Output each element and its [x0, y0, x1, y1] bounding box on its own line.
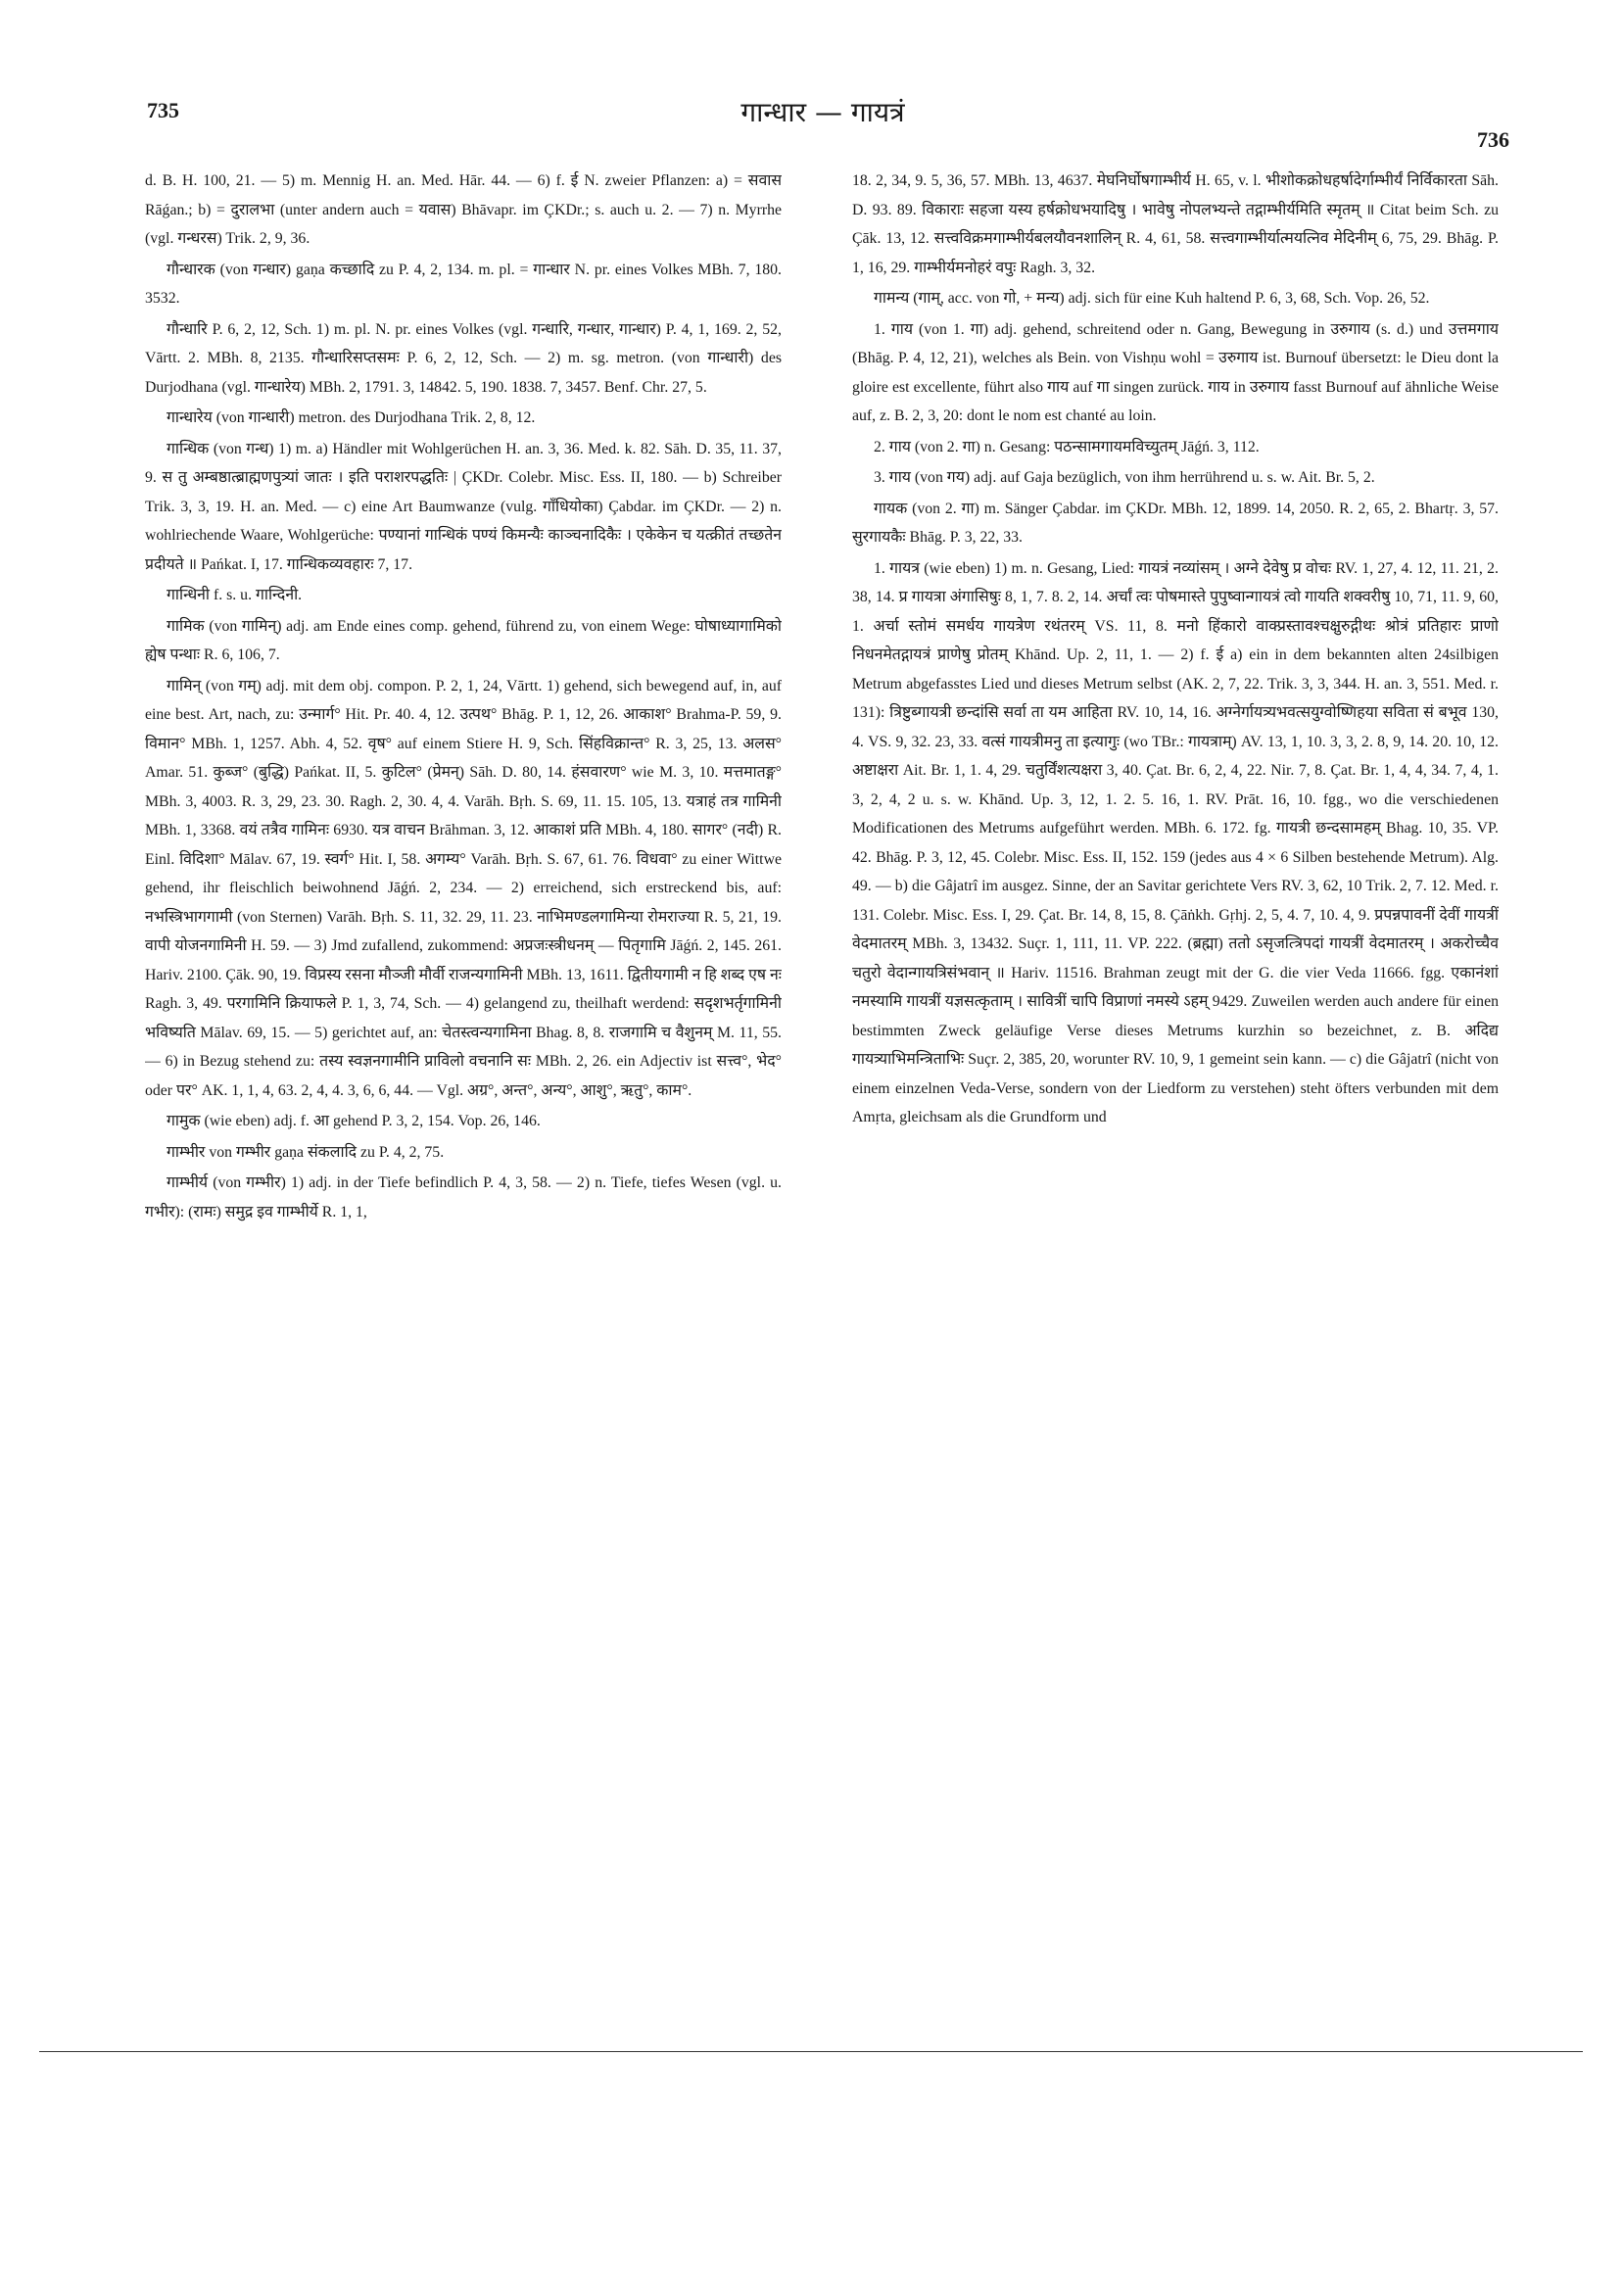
dictionary-entry: गायक (von 2. गा) m. Sänger Çabdar. im ÇKDr. MBh. 12, 1899. 14, 2050. R. 2, 65, 2. Bhartṛ. 3, 57. सुरगायकैः Bhāg. P. 3, 22, 33. — [852, 500, 1499, 546]
dictionary-entry: 1. गायत्र (wie eben) 1) m. n. Gesang, Lied: गायत्रं नव्यांसम् । अग्ने देवेषु प्र वोचः RV. 1, 27, 4. 12, 11. 21, 2. 38, 14. प्र गायत्रा अंगासिषुः 8, 1, 7. 8. 2, 14. अर्चां त्वः पोषमास्ते पुपुष्वान्गायत्रं त्वो गायति शक्वरीषु 10, 71, 11. 9, 60, 1. अर्चा स्तोमं समर्धय गायत्रेण रथंतरम् VS. 11, 8. मनो हिंकारो वाक्प्रस्तावश्चक्षुरुद्गीथः श्रोत्रं प्रतिहारः प्राणो निधनमेतद्गायत्रं प्राणेषु प्रोतम् Khānd. Up. 2, 11, 1. — 2) f. ई a) ein in dem bekannten alten 24silbigen Metrum abgefasstes Lied und dieses Metrum selbst (AK. 2, 7, 22. Trik. 3, 3, 344. H. an. 3, 551. Med. r. 131): त्रिष्टुब्गायत्री छन्दांसि सर्वा ता यम आहिता RV. 10, 14, 16. अग्नेर्गायत्र्यभवत्सयुग्वोष्णिहया सविता सं बभूव 130, 4. VS. 9, 32. 23, 33. वत्सं गायत्रीमनु ता इत्यागुः (wo TBr.: गायत्राम्) AV. 13, 1, 10. 3, 3, 2. 8, 9, 14. 20. 10, 12. अष्टाक्षरा Ait. Br. 1, 1. 4, 29. चतुर्विंशत्यक्षरा 3, 40. Çat. Br. 6, 2, 4, 22. Nir. 7, 8. Çat. Br. 1, 4, 4, 34. 7, 4, 1. 3, 2, 4, 2 u. s. w. Khānd. Up. 3, 12, 1. 2. 5. 16, 1. RV. Prāt. 16, 10. fgg., wo die verschiedenen Modificationen des Metrums aufgeführt werden. MBh. 6. 172. fg. गायत्री छन्दसामहम् Bhag. 10, 35. VP. 42. Bhāg. P. 3, 12, 45. Colebr. Misc. Ess. II, 152. 159 (jedes aus 4 × 6 Silben bestehende Metrum). Alg. 49. — b) die Gâjatrî im ausgez. Sinne, der an Savitar gerichtete Vers RV. 3, 62, 10 Trik. 2, 7. 12. Med. r. 131. Colebr. Misc. Ess. I, 29. Çat. Br. 14, 8, 15, 8. Çāṅkh. Gṛhj. 2, 5, 4. 7, 10. 4, 9. प्रपन्नपावनीं देवीं गायत्रीं वेदमातरम् MBh. 3, 13432. Suçr. 1, 111, 11. VP. 222. (ब्रह्मा) ततो ऽसृजत्त्रिपदां गायत्रीं वेदमातरम् । अकरोच्चैव चतुरो वेदान्गायत्रिसंभवान् ॥ Hariv. 11516. Brahman zeugt mit der G. die vier Veda 11666. fgg. एकानंशां नमस्यामि गायत्रीं यज्ञसत्कृताम् । सावित्रीं चापि विप्राणां नमस्ये ऽहम् 9429. Zuweilen werden auch andere für einen bestimmten Zweck geläufige Verse dieses Metrums kurzhin so bezeichnet, z. B. अदिद्य गायत्र्याभिमन्त्रिताभिः Suçr. 2, 385, 20, worunter RV. 10, 9, 1 gemeint sein kann. — c) die Gâjatrî (nicht von einem einzelnen Veda-Verse, sondern von der Liedform zu verstehen) steht öfters verbunden mit dem Amṛta, gleichsam als die Grundform und — [852, 559, 1499, 1125]
left-page-number: 735 — [147, 98, 179, 122]
dictionary-entry: गाम्भीर्य (von गम्भीर) 1) adj. in der Tiefe befindlich P. 4, 3, 58. — 2) n. Tiefe, tiefes Wesen (vgl. u. गभीर): (रामः) समुद्र इव गाम्भीर्ये R. 1, 1, — [145, 1174, 782, 1220]
dictionary-entry: गाम्भीर von गम्भीर gaṇa संकलादि zu P. 4, 2, 75. — [167, 1143, 445, 1161]
running-head: गान्धार — गायत्रं — [740, 96, 905, 128]
right-page-number: 736 — [1477, 127, 1509, 152]
dictionary-entry: 1. गाय (von 1. गा) adj. gehend, schreitend oder n. Gang, Bewegung in उरुगाय (s. d.) und उत्तमगाय (Bhāg. P. 4, 12, 21), welches als Bein. von Vishṇu wohl = उरुगाय ist. Burnouf übersetzt: le Dieu dont la gloire est excellente, führt also गाय auf गा singen zurück. गाय in उरुगाय fasst Burnouf auf ähnliche Weise auf, z. B. 2, 3, 20: dont le nom est chanté au loin. — [852, 320, 1499, 424]
dictionary-entry: गान्धिनी f. s. u. गान्दिनी. — [167, 587, 303, 603]
dictionary-entry: d. B. H. 100, 21. — 5) m. Mennig H. an. Med. Hār. 44. — 6) f. ई N. zweier Pflanzen: a) = सवास Rāǵan.; b) = दुरालभा (unter andern auch = यवास) Bhāvapr. im ÇKDr.; s. auch u. 2. — 7) n. Myrrhe (vgl. गन्धरस) Trik. 2, 9, 36. — [145, 172, 782, 247]
dictionary-entry: गान्धारेय (von गान्धारी) metron. des Durjodhana Trik. 2, 8, 12. — [167, 409, 536, 426]
dictionary-entry: गान्धिक (von गन्ध) 1) m. a) Händler mit Wohlgerüchen H. an. 3, 36. Med. k. 82. Sāh. D. 35, 11. 37, 9. स तु अम्बष्ठात्ब्राह्मणपुत्र्यां जातः । इति पराशरपद्धतिः | ÇKDr. Colebr. Misc. Ess. II, 180. — b) Schreiber Trik. 3, 3, 19. H. an. Med. — c) eine Art Baumwanze (vulg. गाँधियोका) Çabdar. im ÇKDr. — 2) n. wohlriechende Waare, Wohlgerüche: पण्यानां गान्धिकं पण्यं किमन्यैः काञ्चनादिकैः । एकेकेन च यत्क्रीतं तच्छतेन प्रदीयते ॥ Pańkat. I, 17. गान्धिकव्यवहारः 7, 17. — [145, 440, 782, 573]
dictionary-entry: 18. 2, 34, 9. 5, 36, 57. MBh. 13, 4637. मेघनिर्घोषगाम्भीर्य H. 65, v. l. भीशोकक्रोधहर्षादेर्गाम्भीर्यं निर्विकारता Sāh. D. 93. 89. विकाराः सहजा यस्य हर्षक्रोधभयादिषु । भावेषु नोपलभ्यन्ते तद्गाम्भीर्यमिति स्मृतम् ॥ Citat beim Sch. zu Çāk. 13, 12. सत्त्वविक्रमगाम्भीर्यबलयौवनशालिन् R. 4, 61, 58. सत्त्वगाम्भीर्यात्मयत्निव मेदिनीम् 6, 75, 29. Bhāg. P. 1, 16, 29. गाम्भीर्यमनोहरं वपुः Ragh. 3, 32. — [852, 172, 1499, 276]
dictionary-entry: गामन्य (गाम्, acc. von गो, + मन्य) adj. sich für eine Kuh haltend P. 6, 3, 68, Sch. Vop. 26, 52. — [874, 290, 1430, 307]
dictionary-entry: 3. गाय (von गय) adj. auf Gaja bezüglich, von ihm herrührend u. s. w. Ait. Br. 5, 2. — [874, 469, 1375, 486]
dictionary-entry: गौन्धारि P. 6, 2, 12, Sch. 1) m. pl. N. pr. eines Volkes (vgl. गन्धारि, गन्धार, गान्धार) P. 4, 1, 169. 2, 52, Vārtt. 2. MBh. 8, 2135. गौन्धारिसप्तसमः P. 6, 2, 12, Sch. — 2) m. sg. metron. (von गान्धारी) des Durjodhana (vgl. गान्धारेय) MBh. 2, 1791. 3, 14842. 5, 190. 1838. 7, 3457. Benf. Chr. 27, 5. — [145, 320, 782, 396]
dictionary-entry: गौन्धारक (von गन्धार) gaṇa कच्छादि zu P. 4, 2, 134. m. pl. = गान्धार N. pr. eines Volkes MBh. 7, 180. 3532. — [145, 261, 782, 307]
dictionary-entry: 2. गाय (von 2. गा) n. Gesang: पठन्सामगायमविच्युतम् Jāǵń. 3, 112. — [874, 438, 1260, 455]
footer-rule — [39, 2051, 1583, 2052]
right-column — [852, 167, 1499, 1959]
dictionary-entry: गामिन् (von गम्) adj. mit dem obj. compon. P. 2, 1, 24, Vārtt. 1) gehend, sich bewegend auf, in, auf eine best. Art, nach, zu: उन्मार्ग° Hit. Pr. 40. 4, 12. उत्पथ° Bhāg. P. 1, 12, 26. आकाश° Brahma-P. 59, 9. विमान° MBh. 1, 1257. Abh. 4, 52. वृष° auf einem Stiere H. 9, Sch. सिंहविक्रान्त° R. 3, 25, 13. अलस° Amar. 51. कुब्ज° (बुद्धि) Pańkat. II, 5. कुटिल° (प्रेमन्) Sāh. D. 80, 14. हंसवारण° wie M. 3, 10. मत्तमातङ्ग° MBh. 3, 4003. R. 3, 29, 23. 30. Ragh. 2, 30. 4, 4. Varāh. Bṛh. S. 69, 11. 15. 105, 13. यत्राहं तत्र गामिनी MBh. 1, 3368. वयं तत्रैव गामिनः 6930. यत्र वाचन Brāhman. 3, 12. आकाशं प्रति MBh. 4, 180. सागर° (नदी) R. Einl. विदिशा° Mālav. 67, 19. स्वर्ग° Hit. I, 58. अगम्य° Varāh. Bṛh. S. 67, 61. 76. विधवा° zu einer Wittwe gehend, ihr fleischlich beiwohnend Jāǵń. 2, 234. — 2) erreichend, sich erstreckend bis, auf: नभस्त्रिभागगामी (von Sternen) Varāh. Bṛh. S. 11, 32. 29, 11. 23. नाभिमण्डलगामिन्या रोमराज्या R. 5, 21, 19. वापी योजनगामिनी H. 59. — 3) Jmd zufallend, zukommend: अप्रजःस्त्रीधनम् — पितृगामि Jāǵń. 2, 145. 261. Hariv. 2100. Çāk. 90, 19. विप्रस्य रसना मौञ्जी मौर्वी राजन्यगामिनी MBh. 13, 1611. द्वितीयगामी न हि शब्द एष नः Ragh. 3, 49. परगामिनि क्रियाफले P. 1, 3, 74, Sch. — 4) gelangend zu, theilhaft werdend: सदृशभर्तृगामिनी भविष्यति Mālav. 69, 15. — 5) gerichtet auf, an: चेतस्त्वन्यगामिना Bhag. 8, 8. राजगामि च वैशुनम् M. 11, 55. — 6) in Bezug stehend zu: तस्य स्वज्ञनगामीनि प्राविलो वचनानि सः MBh. 2, 26. ein Adjectiv ist सत्त्व°, भेद° oder पर° AK. 1, 1, 4, 63. 2, 4, 4. 3, 6, 6, 44. — Vgl. अग्र°, अन्त°, अन्य°, आशु°, ऋतु°, काम°. — [145, 677, 782, 1099]
dictionary-entry: गामिक (von गामिन्) adj. am Ende eines comp. gehend, führend zu, von einem Wege: घोषाध्यागामिको ह्येष पन्थाः R. 6, 106, 7. — [145, 617, 782, 663]
left-column — [145, 167, 782, 1959]
dictionary-entry: गामुक (wie eben) adj. f. आ gehend P. 3, 2, 154. Vop. 26, 146. — [167, 1113, 541, 1129]
